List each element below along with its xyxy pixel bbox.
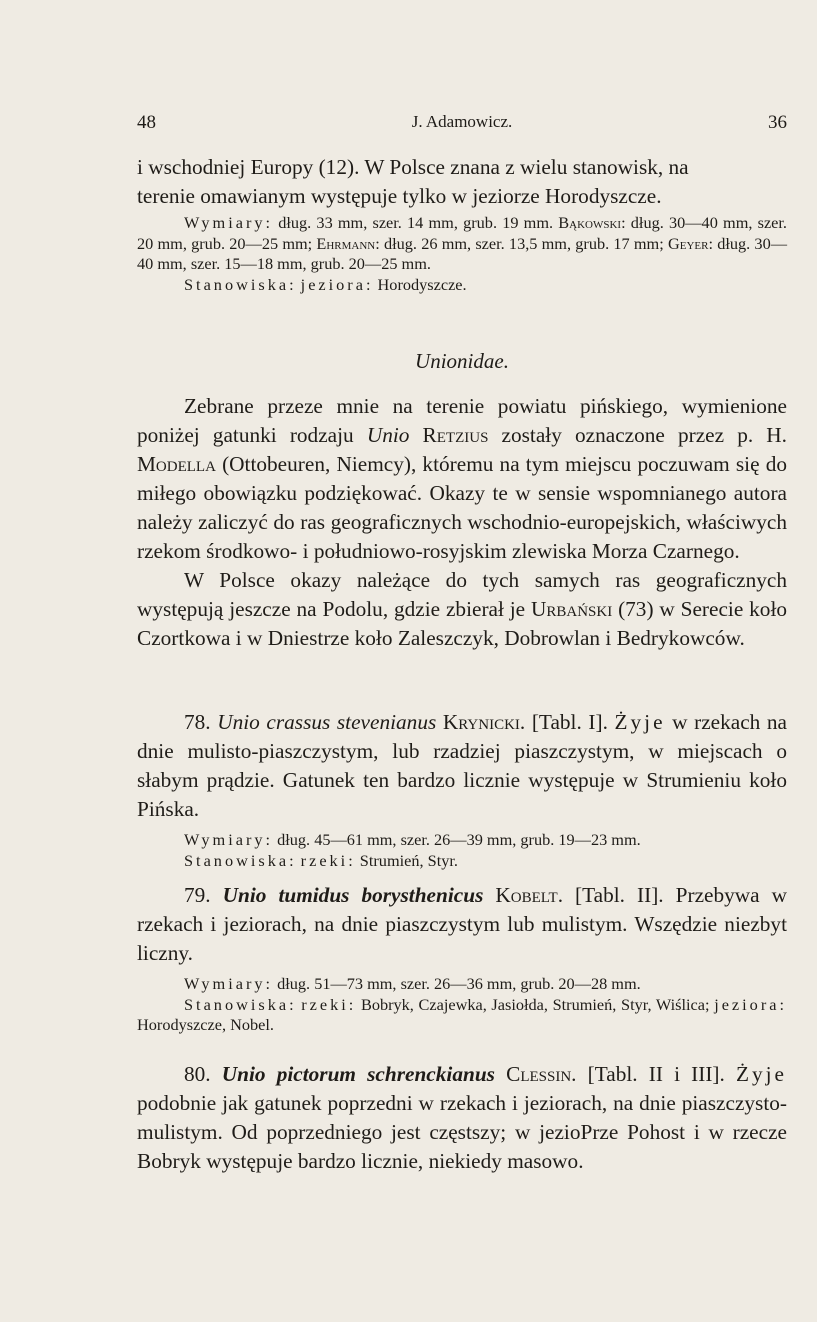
measurements-label: Wymiary: [184,213,274,232]
localities-label: Stanowiska: [184,274,297,294]
paragraph-distribution: W Polsce okazy należące do tych samych ras geograficznych występują jeszcze na Podolu, gdzie zbierał je Urbański (73) w Serecie koło Czortkowa i w Dniestrze koło Zaleszczyk, Dobrowlan i Bedrykowców. [137,568,788,650]
author-bakowski: Bąkowski [558,213,622,232]
species-80-text: 80. Unio pictorum schrenckianus Clessin. [Tabl. II i III]. Żyje podobnie jak gatunek poprzedni w rzekach i jeziorach, na dnie piaszczysto-mulistym. Od poprzedniego jest częstszy; w jezioPrze Pohost i w rzecze Bobryk występuje bardzo licznie, niekiedy masowo. [137,1062,788,1173]
genus-unio: Unio [366,423,410,447]
species-79-measurements: Wymiary: dług. 51—73 mm, szer. 26—36 mm, grub. 20—28 mm. [184,974,641,993]
author-retzius: Retzius [422,423,489,447]
species-80-name: Unio pictorum schrenckianus [221,1062,495,1086]
paragraph-unio-intro: Zebrane przeze mnie na terenie powiatu pińskiego, wymienione poniżej gatunki rodzaju Unio Retzius zostały oznaczone przez p. H. Modella (Ottobeuren, Niemcy), któremu na tym miejscu poczuwam się do miłego obowiązku podziękować. Okazy te w sensie wspomnianego autora należy zaliczyć do ras geograficznych wschodnio-europejskich, właściwych rzekom środkowo- i południowo-rosyjskim zlewiska Morza Czarnego. [137,394,788,563]
measurements-block [137,213,787,295]
person-urbanski: Urbański [530,597,613,621]
family-heading: Unionidae. [415,349,509,373]
author-geyer: Geyer [667,233,709,253]
species-80-author: Clessin [506,1062,572,1086]
localities-sublabel: jeziora: [300,274,374,294]
species-78-measurements: Wymiary: dług. 45—61 mm, szer. 26—39 mm, grub. 19—23 mm. [184,830,641,849]
running-head-author: J. Adamowicz. [411,112,513,131]
species-78 [137,708,787,871]
species-79-name: Unio tumidus borysthenicus [222,883,484,907]
running-header [137,112,787,138]
measurements-text: Wymiary: dług. 33 mm, szer. 14 mm, grub. 19 mm. Bąkowski: dług. 30—40 mm, szer. 20 mm, grub. 20—25 mm; Ehrmann: dług. 26 mm, szer. 13,5 mm, grub. 17 mm; Geyer: dług. 30—40 mm, szer. 15—18 mm, grub. 20—25 mm. [137,213,787,273]
species-78-author: Krynicki [442,710,520,734]
person-modell: Modella [137,452,216,476]
species-79-text: 79. Unio tumidus borysthenicus Kobelt. [Tabl. II]. Przebywa w rzekach i jeziorach, na dnie piaszczystym lub mulistym. Wszędzie niezbyt liczny. [137,883,787,965]
species-78-name: Unio crassus stevenianus [217,710,437,734]
intro-line-1: i wschodniej Europy (12). W Polsce znana z wielu stanowisk, na [137,155,689,179]
page-number-left: 48 [137,112,156,133]
localities-text: Stanowiska: jeziora: Horodyszcze. [184,274,467,294]
species-79 [137,881,787,1036]
body-paragraphs [137,392,787,653]
species-79-author: Kobelt [495,883,558,907]
intro-paragraph [137,153,787,211]
species-78-localities: Stanowiska: rzeki: Strumień, Styr. [184,850,458,870]
author-ehrmann: Ehrmann [316,233,376,253]
species-78-text: 78. Unio crassus stevenianus Krynicki. [Tabl. I]. Żyje w rzekach na dnie mulisto-piaszczystym, lub rzadziej piaszczystym, w miejscach o słabym prądzie. Gatunek ten bardzo licznie występuje w Strumieniu koło Pińska. [137,710,787,821]
species-79-localities: Stanowiska: rzeki: Bobryk, Czajewka, Jasiołda, Strumień, Styr, Wiślica; jeziora: Horodyszcze, Nobel. [137,994,787,1034]
intro-line-2: terenie omawianym występuje tylko w jeziorze Horodyszcze. [137,184,662,208]
species-80 [137,1060,787,1176]
page-number-right: 36 [768,112,787,133]
